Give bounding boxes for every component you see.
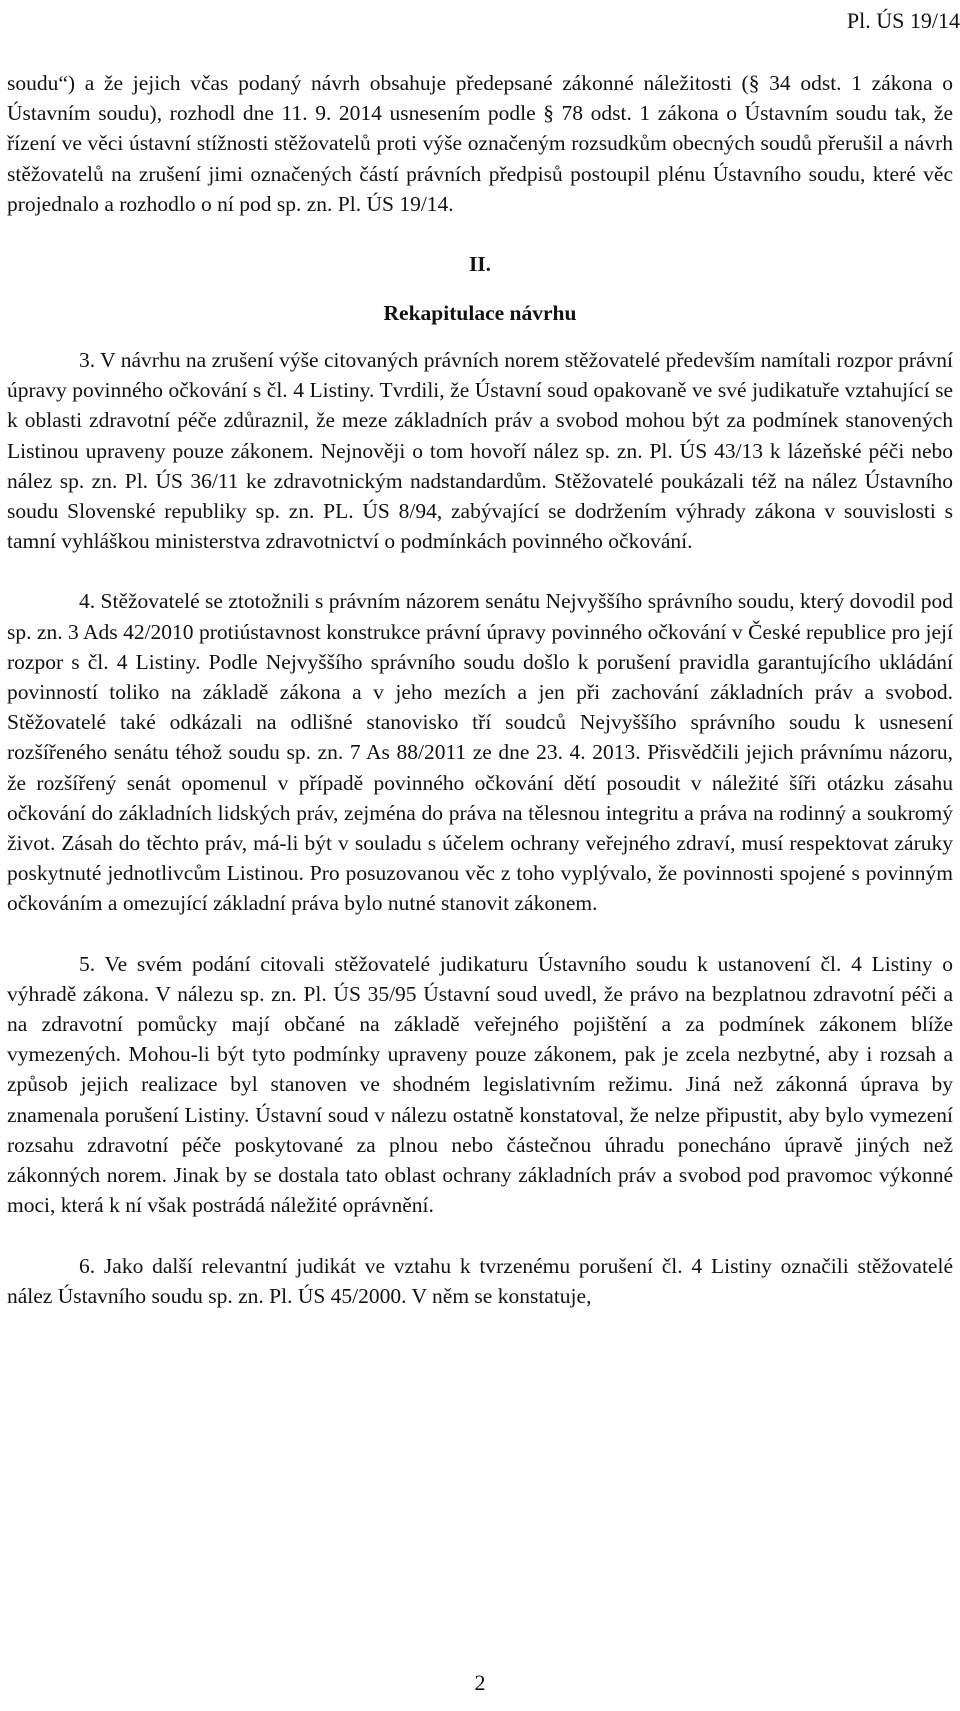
paragraph-6: 6. Jako další relevantní judikát ve vztahu k tvrzenému porušení čl. 4 Listiny označili stěžovatelé nález Ústavního soudu sp. zn. Pl. ÚS 45/2000. V něm se konstatuje, xyxy=(7,1253,953,1308)
section-title: Rekapitulace návrhu xyxy=(383,301,577,326)
paragraph-3: 3. V návrhu na zrušení výše citovaných právních norem stěžovatelé především namítali rozpor právní úpravy povinného očkování s čl. 4 Listiny. Tvrdili, že Ústavní soud opakovaně ve své judikatuře vztahující se k oblasti zdravotní péče zdůraznil, že meze základních práv a svobod mohou být za podmínek stanovených Listinou upraveny pouze zákonem. Nejnověji o tom hovoří nález sp. zn. Pl. ÚS 43/13 k lázeňské péči nebo nález sp. zn. Pl. ÚS 36/11 ke zdravotnickým nadstandardům. Stěžovatelé poukázali též na nález Ústavního soudu Slovenské republiky sp. zn. PL. ÚS 8/94, zabývající se dodržením výhrady zákona v souvislosti s tamní vyhláškou ministerstva zdravotnictví o podmínkách povinného očkování. xyxy=(7,348,953,554)
section-number: II. xyxy=(468,252,492,277)
paragraph-5: 5. Ve svém podání citovali stěžovatelé judikaturu Ústavního soudu k ustanovení čl. 4 Listiny o výhradě zákona. V nálezu sp. zn. Pl. ÚS 35/95 Ústavní soud uvedl, že právo na bezplatnou zdravotní péči a na zdravotní pomůcky mají občané na základě veřejného pojištění a za podmínek zákonem blíže vymezených. Mohou-li být tyto podmínky upraveny pouze zákonem, pak je zcela nezbytné, aby i rozsah a způsob jejich realizace byl stanoven ve shodném legislativním režimu. Jiná než zákonná úprava by znamenala porušení Listiny. Ústavní soud v nálezu ostatně konstatoval, že nelze připustit, aby bylo vymezení rozsahu zdravotní péče poskytované za plnou nebo částečnou úhradu ponecháno úpravě jiných než zákonných norem. Jinak by se dostala tato oblast ochrany základních práv a svobod pod pravomoc výkonné moci, která k ní však postrádá náležité oprávnění. xyxy=(7,951,953,1218)
document-body xyxy=(7,68,953,1311)
page-header-reference: Pl. ÚS 19/14 xyxy=(846,8,960,33)
paragraph-4: 4. Stěžovatelé se ztotožnili s právním názorem senátu Nejvyššího správního soudu, který dovodil pod sp. zn. 3 Ads 42/2010 protiústavnost konstrukce právní úpravy povinného očkování v České republice pro její rozpor s čl. 4 Listiny. Podle Nejvyššího správního soudu došlo k porušení pravidla garantujícího ukládání povinností toliko na základě zákona a v jeho mezích a jen při zachování základních práv a svobod. Stěžovatelé také odkázali na odlišné stanovisko tří soudců Nejvyššího správního soudu k usnesení rozšířeného senátu téhož soudu sp. zn. 7 As 88/2011 ze dne 23. 4. 2013. Přisvědčili jejich právnímu názoru, že rozšířený senát opomenul v případě povinného očkování dětí posoudit v náležité šíři otázku zásahu očkování do základních lidských práv, zejména do práva na tělesnou integritu a práva na rodinný a soukromý život. Zásah do těchto práv, má-li být v souladu s účelem ochrany veřejného zdraví, musí respektovat záruky poskytnuté jednotlivcům Listinou. Pro posuzovanou věc z toho vyplývalo, že povinnosti spojené s povinným očkováním a omezující základní práva bylo nutné stanovit zákonem. xyxy=(7,589,953,916)
page-number: 2 xyxy=(474,1670,486,1695)
intro-paragraph: soudu“) a že jejich včas podaný návrh obsahuje předepsané zákonné náležitosti (§ 34 odst. 1 zákona o Ústavním soudu), rozhodl dne 11. 9. 2014 usnesením podle § 78 odst. 1 zákona o Ústavním soudu tak, že řízení ve věci ústavní stížnosti stěžovatelů proti výše označeným rozsudkům obecných soudů přerušil a návrh stěžovatelů na zrušení jimi označených částí právních předpisů postoupil plénu Ústavního soudu, které věc projednalo a rozhodlo o ní pod sp. zn. Pl. ÚS 19/14. xyxy=(7,71,953,216)
